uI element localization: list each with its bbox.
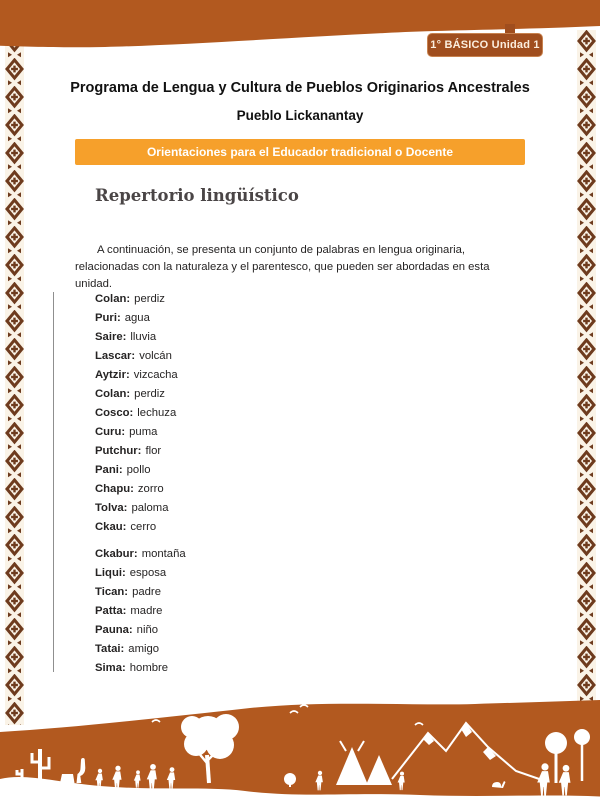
vocab-group (95, 545, 395, 678)
vocab-group (95, 290, 395, 537)
footer-landscape-illustration (0, 695, 600, 800)
section-heading: Repertorio lingüístico (95, 186, 299, 205)
vocab-item (95, 659, 395, 678)
vocab-translation: vizcacha (133, 369, 178, 381)
vocab-term: Patta: (95, 605, 127, 617)
vocab-translation: zorro (137, 483, 164, 495)
orientation-banner (75, 139, 525, 165)
vocab-translation: volcán (139, 350, 172, 362)
page-title: Programa de Lengua y Cultura de Pueblos Originarios Ancestrales (70, 80, 530, 96)
vocab-term: Chapu: (95, 483, 134, 495)
vocab-term: Tican: (95, 586, 129, 598)
vocab-term: Liqui: (95, 567, 126, 579)
vocab-translation: padre (132, 586, 161, 598)
vocab-item (95, 640, 395, 659)
vocab-term: Sima: (95, 662, 126, 674)
vocab-item (95, 602, 395, 621)
vocab-term: Tolva: (95, 502, 128, 514)
vocab-translation: esposa (129, 567, 167, 579)
vocab-translation: pollo (126, 464, 151, 476)
vocab-term: Colan: (95, 388, 131, 400)
vocab-item (95, 385, 395, 404)
vocab-item (95, 328, 395, 347)
vocab-translation: madre (130, 605, 163, 617)
vocab-item (95, 545, 395, 564)
vocab-translation: agua (124, 312, 150, 324)
vocab-item (95, 564, 395, 583)
page-subtitle: Pueblo Lickanantay (236, 108, 364, 123)
vocab-item (95, 366, 395, 385)
vocab-item (95, 461, 395, 480)
vocab-translation: puma (129, 426, 158, 438)
vocab-translation: lluvia (130, 331, 157, 343)
vocab-term: Puri: (95, 312, 121, 324)
vocab-translation: perdiz (134, 293, 165, 305)
vocab-translation: paloma (131, 502, 169, 514)
orientation-banner-label: Orientaciones para el Educador tradicional o Docente (146, 145, 454, 159)
vocab-term: Tatai: (95, 643, 125, 655)
grade-unit-badge-label: 1° BÁSICO Unidad 1 (430, 39, 540, 51)
vocab-item (95, 423, 395, 442)
vocab-translation: flor (145, 445, 162, 457)
vocab-translation: cerro (130, 521, 157, 533)
vocab-term: Curu: (95, 426, 126, 438)
vocab-item (95, 621, 395, 640)
vocab-translation: lechuza (137, 407, 177, 419)
vocab-term: Colan: (95, 293, 131, 305)
vocab-term: Putchur: (95, 445, 142, 457)
vocab-translation: montaña (141, 548, 186, 560)
vocab-item (95, 499, 395, 518)
vocab-term: Pani: (95, 464, 123, 476)
grade-unit-badge (427, 33, 543, 57)
vocab-item (95, 309, 395, 328)
vocab-term: Ckau: (95, 521, 127, 533)
vocab-term: Lascar: (95, 350, 136, 362)
vocab-term: Cosco: (95, 407, 134, 419)
vocab-item (95, 290, 395, 309)
vocab-item (95, 442, 395, 461)
textile-border-left-icon (5, 30, 24, 725)
vocab-translation: amigo (128, 643, 160, 655)
vocab-translation: perdiz (134, 388, 165, 400)
vocab-term: Ckabur: (95, 548, 138, 560)
vocab-item (95, 347, 395, 366)
vocab-translation: niño (136, 624, 159, 636)
vocab-term: Pauna: (95, 624, 133, 636)
vocab-item (95, 404, 395, 423)
vocab-item (95, 518, 395, 537)
vocab-term: Aytzir: (95, 369, 130, 381)
vocab-term: Saire: (95, 331, 127, 343)
vocab-list (95, 290, 395, 686)
vocab-item (95, 583, 395, 602)
vocab-item (95, 480, 395, 499)
vocab-translation: hombre (129, 662, 169, 674)
vocab-list-rule (53, 292, 54, 672)
textile-border-right-icon (577, 30, 596, 725)
intro-paragraph: A continuación, se presenta un conjunto de palabras en lengua originaria, relacionadas con la naturaleza y el parentesco, que pueden ser abordadas en esta unidad. (75, 244, 490, 291)
